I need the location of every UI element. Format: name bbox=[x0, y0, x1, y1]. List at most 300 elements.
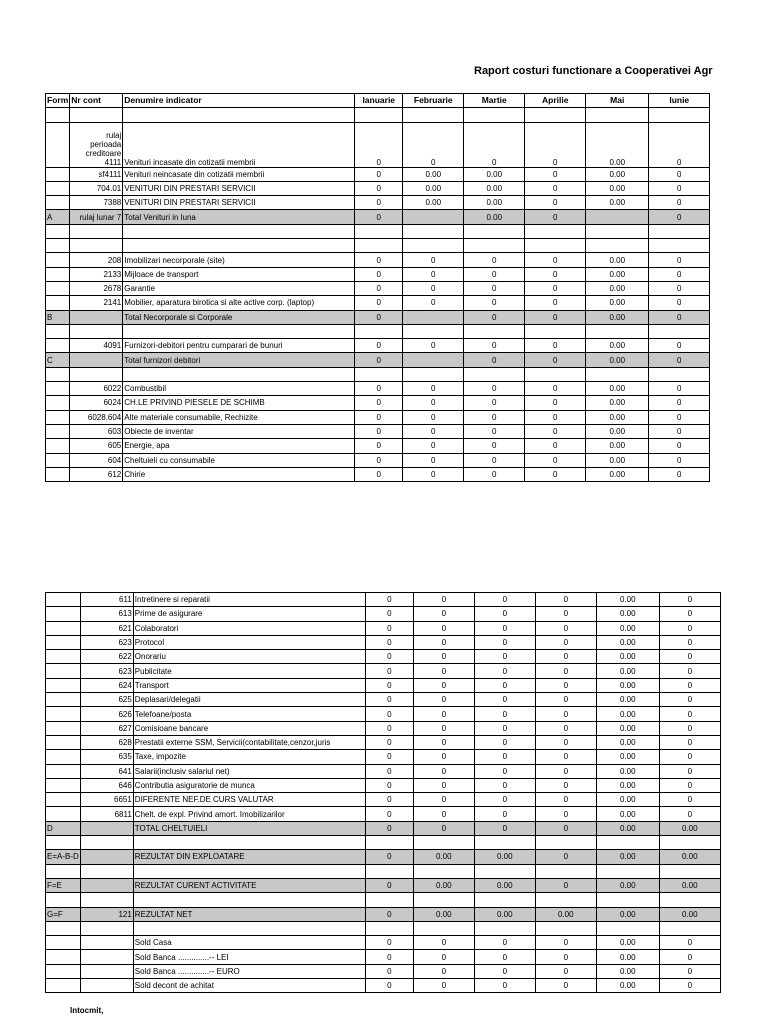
cell-indicator: Mijloace de transport bbox=[123, 267, 355, 281]
cell-martie: 0 bbox=[474, 778, 535, 792]
cell-aprilie: 0 bbox=[535, 650, 596, 664]
cell-indicator: VENITURI DIN PRESTARI SERVICII bbox=[123, 181, 355, 195]
cell-indicator: Total Venituri in luna bbox=[123, 210, 355, 224]
cell-aprilie bbox=[525, 224, 586, 238]
header-indicator: Denumire indicator bbox=[123, 94, 355, 108]
cell-aprilie: 0 bbox=[535, 635, 596, 649]
cell-ianuarie: 0 bbox=[355, 353, 403, 367]
table-row bbox=[46, 324, 710, 338]
cell-aprilie: 0 bbox=[535, 621, 596, 635]
cell-ianuarie: 0 bbox=[365, 821, 413, 835]
cell-account-no bbox=[80, 850, 133, 864]
cell-aprilie: 0 bbox=[535, 607, 596, 621]
cell-martie: 0 bbox=[474, 650, 535, 664]
cell-iunie: 0 bbox=[649, 122, 710, 167]
cell-martie bbox=[464, 367, 525, 381]
cell-martie: 0 bbox=[464, 253, 525, 267]
cell-account-no: 6022 bbox=[70, 382, 123, 396]
header-aprilie: Aprilie bbox=[525, 94, 586, 108]
cell-aprilie: 0 bbox=[525, 122, 586, 167]
cell-februarie: 0.00 bbox=[403, 167, 464, 181]
cell-iunie: 0 bbox=[649, 267, 710, 281]
cell-indicator: Combustibil bbox=[123, 382, 355, 396]
cell-iunie: 0 bbox=[659, 621, 720, 635]
cell-mai: 0.00 bbox=[596, 821, 659, 835]
cell-ianuarie: 0 bbox=[355, 167, 403, 181]
cell-februarie: 0 bbox=[403, 424, 464, 438]
cell-iunie: 0 bbox=[659, 607, 720, 621]
cost-table-page-2 bbox=[45, 592, 721, 993]
cell-aprilie: 0 bbox=[535, 735, 596, 749]
cell-indicator bbox=[133, 864, 365, 878]
cell-account-no: 4091 bbox=[70, 339, 123, 353]
cell-indicator: Prestatii externe SSM, Servicii(contabilitate,cenzor,juris bbox=[133, 735, 365, 749]
cell-iunie bbox=[659, 836, 720, 850]
cell-mai: 0.00 bbox=[596, 964, 659, 978]
cell-ianuarie: 0 bbox=[365, 778, 413, 792]
cell-form: A bbox=[46, 210, 70, 224]
cell-account-no bbox=[80, 864, 133, 878]
cell-account-no bbox=[70, 224, 123, 238]
table-row bbox=[46, 778, 721, 792]
cell-iunie: 0 bbox=[659, 764, 720, 778]
cell-februarie: 0 bbox=[413, 635, 474, 649]
cell-iunie: 0.00 bbox=[659, 850, 720, 864]
table-row bbox=[46, 750, 721, 764]
cell-februarie: 0.00 bbox=[403, 181, 464, 195]
cell-februarie bbox=[403, 310, 464, 324]
cell-februarie: 0 bbox=[413, 778, 474, 792]
cell-aprilie: 0 bbox=[525, 353, 586, 367]
cell-martie: 0 bbox=[474, 693, 535, 707]
cell-mai: 0.00 bbox=[586, 281, 649, 295]
cell-aprilie: 0 bbox=[535, 936, 596, 950]
table-row bbox=[46, 721, 721, 735]
cell-iunie: 0 bbox=[649, 453, 710, 467]
cell-mai: 0.00 bbox=[596, 979, 659, 993]
header-form: Form bbox=[46, 94, 70, 108]
cell-account-no: 623 bbox=[80, 635, 133, 649]
cell-form bbox=[46, 635, 81, 649]
table-row bbox=[46, 979, 721, 993]
cell-account-no: 704.01 bbox=[70, 181, 123, 195]
cell-ianuarie: 0 bbox=[365, 664, 413, 678]
cell-aprilie: 0 bbox=[535, 950, 596, 964]
cell-indicator: Sold Banca ..............-- LEI bbox=[133, 950, 365, 964]
cell-form bbox=[46, 807, 81, 821]
table-row bbox=[46, 707, 721, 721]
cell-form bbox=[46, 778, 81, 792]
cell-indicator: Publicitate bbox=[133, 664, 365, 678]
cell-martie: 0 bbox=[474, 979, 535, 993]
table-row bbox=[46, 650, 721, 664]
cell-indicator: Sold decont de achitat bbox=[133, 979, 365, 993]
cell-martie: 0 bbox=[464, 439, 525, 453]
cell-indicator: Protocol bbox=[133, 635, 365, 649]
cell-iunie: 0 bbox=[659, 950, 720, 964]
table-row bbox=[46, 621, 721, 635]
cell-februarie: 0 bbox=[403, 396, 464, 410]
cell-aprilie bbox=[525, 239, 586, 253]
cell-martie: 0.00 bbox=[474, 878, 535, 892]
cell-ianuarie: 0 bbox=[365, 964, 413, 978]
cell-indicator: Intretinere si reparatii bbox=[133, 593, 365, 607]
table-row bbox=[46, 807, 721, 821]
cell-aprilie: 0 bbox=[525, 453, 586, 467]
cell-mai: 0.00 bbox=[586, 296, 649, 310]
cell-mai bbox=[586, 108, 649, 122]
cell-account-no bbox=[70, 239, 123, 253]
table-row bbox=[46, 296, 710, 310]
table-row bbox=[46, 453, 710, 467]
cell-form bbox=[46, 950, 81, 964]
table-row bbox=[46, 764, 721, 778]
table-row bbox=[46, 607, 721, 621]
cell-form bbox=[46, 196, 70, 210]
cell-ianuarie: 0 bbox=[365, 878, 413, 892]
cell-mai: 0.00 bbox=[596, 635, 659, 649]
cell-iunie: 0.00 bbox=[659, 821, 720, 835]
table-row bbox=[46, 239, 710, 253]
cell-aprilie bbox=[535, 921, 596, 935]
cell-account-no: 603 bbox=[70, 424, 123, 438]
cell-form bbox=[46, 593, 81, 607]
cell-februarie: 0 bbox=[413, 979, 474, 993]
cell-form bbox=[46, 693, 81, 707]
cell-ianuarie: 0 bbox=[355, 296, 403, 310]
cell-ianuarie bbox=[365, 893, 413, 907]
cell-martie: 0 bbox=[474, 750, 535, 764]
cell-account-no: 121 bbox=[80, 907, 133, 921]
cell-aprilie: 0 bbox=[535, 793, 596, 807]
cell-form bbox=[46, 339, 70, 353]
cell-martie: 0 bbox=[474, 807, 535, 821]
cell-februarie: 0 bbox=[413, 721, 474, 735]
cell-form: E=A-B-D bbox=[46, 850, 81, 864]
cell-martie: 0 bbox=[474, 793, 535, 807]
cell-mai: 0.00 bbox=[596, 621, 659, 635]
cell-februarie: 0 bbox=[413, 707, 474, 721]
cell-mai: 0.00 bbox=[596, 950, 659, 964]
cell-februarie: 0 bbox=[413, 821, 474, 835]
table-row bbox=[46, 439, 710, 453]
table-row bbox=[46, 267, 710, 281]
cell-iunie: 0 bbox=[659, 735, 720, 749]
cell-indicator: Mobilier, aparatura birotica si alte active corp. (laptop) bbox=[123, 296, 355, 310]
cell-februarie bbox=[403, 210, 464, 224]
cell-ianuarie: 0 bbox=[365, 635, 413, 649]
cell-aprilie: 0 bbox=[525, 424, 586, 438]
cell-martie: 0 bbox=[474, 764, 535, 778]
cell-aprilie: 0 bbox=[535, 979, 596, 993]
cell-account-no bbox=[70, 353, 123, 367]
cell-iunie bbox=[659, 864, 720, 878]
header-iunie: Iunie bbox=[649, 94, 710, 108]
cell-form: C bbox=[46, 353, 70, 367]
cell-indicator: Furnizori-debitori pentru cumparari de bunuri bbox=[123, 339, 355, 353]
cell-iunie: 0 bbox=[649, 181, 710, 195]
cell-februarie: 0 bbox=[403, 339, 464, 353]
cell-account-no: 621 bbox=[80, 621, 133, 635]
cell-ianuarie: 0 bbox=[355, 253, 403, 267]
cell-iunie bbox=[659, 921, 720, 935]
cell-aprilie: 0 bbox=[535, 721, 596, 735]
cell-iunie: 0 bbox=[649, 167, 710, 181]
cell-aprilie: 0 bbox=[535, 707, 596, 721]
cell-februarie: 0 bbox=[413, 607, 474, 621]
cell-mai: 0.00 bbox=[596, 907, 659, 921]
cell-mai: 0.00 bbox=[596, 778, 659, 792]
cell-februarie: 0.00 bbox=[403, 196, 464, 210]
cell-ianuarie: 0 bbox=[365, 950, 413, 964]
cell-account-no bbox=[80, 964, 133, 978]
cell-aprilie bbox=[525, 108, 586, 122]
cell-aprilie: 0 bbox=[525, 210, 586, 224]
cell-account-no: 7388 bbox=[70, 196, 123, 210]
cell-februarie: 0.00 bbox=[413, 878, 474, 892]
cell-account-no: 2141 bbox=[70, 296, 123, 310]
cell-ianuarie bbox=[365, 864, 413, 878]
cell-ianuarie: 0 bbox=[355, 410, 403, 424]
cell-mai: 0.00 bbox=[596, 850, 659, 864]
cell-indicator bbox=[123, 108, 355, 122]
cell-indicator: Venituri incasate din cotizatii membrii bbox=[123, 122, 355, 167]
cell-aprilie: 0 bbox=[535, 764, 596, 778]
table-row bbox=[46, 424, 710, 438]
cell-account-no: 613 bbox=[80, 607, 133, 621]
cell-form bbox=[46, 721, 81, 735]
cell-mai: 0.00 bbox=[586, 453, 649, 467]
cell-ianuarie: 0 bbox=[365, 735, 413, 749]
cell-form bbox=[46, 382, 70, 396]
cell-ianuarie: 0 bbox=[355, 196, 403, 210]
cell-ianuarie bbox=[355, 324, 403, 338]
cell-form: F=E bbox=[46, 878, 81, 892]
cell-account-no: sf4111 bbox=[70, 167, 123, 181]
cell-martie bbox=[464, 324, 525, 338]
cell-form bbox=[46, 621, 81, 635]
cell-aprilie bbox=[525, 367, 586, 381]
cell-martie: 0 bbox=[474, 678, 535, 692]
cell-aprilie bbox=[535, 893, 596, 907]
cell-iunie: 0 bbox=[649, 339, 710, 353]
cell-ianuarie: 0 bbox=[365, 850, 413, 864]
cell-ianuarie: 0 bbox=[365, 807, 413, 821]
cell-ianuarie: 0 bbox=[365, 693, 413, 707]
header-account-no: Nr cont bbox=[70, 94, 123, 108]
cell-mai: 0.00 bbox=[586, 424, 649, 438]
cell-februarie: 0 bbox=[413, 621, 474, 635]
cell-aprilie: 0 bbox=[525, 410, 586, 424]
table-row bbox=[46, 893, 721, 907]
cell-ianuarie: 0 bbox=[365, 593, 413, 607]
cell-form: D bbox=[46, 821, 81, 835]
cell-iunie: 0 bbox=[659, 635, 720, 649]
cell-form bbox=[46, 396, 70, 410]
cell-account-no: 623 bbox=[80, 664, 133, 678]
cell-iunie: 0 bbox=[649, 281, 710, 295]
cell-account-no: 624 bbox=[80, 678, 133, 692]
cell-februarie: 0 bbox=[403, 281, 464, 295]
cell-ianuarie: 0 bbox=[365, 764, 413, 778]
cell-martie: 0 bbox=[464, 353, 525, 367]
cell-form bbox=[46, 893, 81, 907]
cell-martie: 0 bbox=[464, 310, 525, 324]
cell-mai: 0.00 bbox=[596, 707, 659, 721]
table-row bbox=[46, 864, 721, 878]
cell-form bbox=[46, 296, 70, 310]
cell-aprilie bbox=[535, 836, 596, 850]
cell-iunie: 0 bbox=[659, 750, 720, 764]
cell-mai bbox=[596, 921, 659, 935]
cell-iunie: 0 bbox=[649, 410, 710, 424]
cell-februarie: 0 bbox=[413, 664, 474, 678]
cell-mai: 0.00 bbox=[596, 878, 659, 892]
cell-mai bbox=[586, 210, 649, 224]
table-row bbox=[46, 936, 721, 950]
cell-ianuarie: 0 bbox=[365, 979, 413, 993]
cell-ianuarie: 0 bbox=[365, 678, 413, 692]
cell-aprilie: 0 bbox=[525, 310, 586, 324]
cell-mai: 0.00 bbox=[596, 793, 659, 807]
cell-iunie: 0 bbox=[659, 650, 720, 664]
header-row bbox=[46, 94, 710, 108]
cell-februarie: 0 bbox=[403, 410, 464, 424]
cell-account-no bbox=[80, 821, 133, 835]
cell-account-no: 604 bbox=[70, 453, 123, 467]
cell-ianuarie: 0 bbox=[365, 793, 413, 807]
cell-iunie: 0 bbox=[659, 979, 720, 993]
cell-account-no: 6651 bbox=[80, 793, 133, 807]
cell-aprilie: 0 bbox=[535, 664, 596, 678]
cell-form bbox=[46, 936, 81, 950]
cell-aprilie: 0 bbox=[535, 821, 596, 835]
cell-indicator bbox=[133, 921, 365, 935]
cell-account-no: 641 bbox=[80, 764, 133, 778]
cell-iunie: 0 bbox=[649, 210, 710, 224]
cell-form bbox=[46, 764, 81, 778]
table-row bbox=[46, 878, 721, 892]
table-row bbox=[46, 181, 710, 195]
cell-iunie: 0 bbox=[649, 196, 710, 210]
cell-form bbox=[46, 122, 70, 167]
cell-aprilie: 0 bbox=[535, 878, 596, 892]
cell-account-no bbox=[80, 893, 133, 907]
cell-account-no bbox=[80, 836, 133, 850]
cell-account-no: 2133 bbox=[70, 267, 123, 281]
table-row bbox=[46, 410, 710, 424]
cell-aprilie: 0 bbox=[525, 253, 586, 267]
cell-martie: 0 bbox=[464, 424, 525, 438]
cell-mai bbox=[596, 836, 659, 850]
cell-martie: 0 bbox=[474, 664, 535, 678]
cell-indicator: Total furnizori debitori bbox=[123, 353, 355, 367]
table-row bbox=[46, 367, 710, 381]
cell-form bbox=[46, 267, 70, 281]
cell-ianuarie: 0 bbox=[365, 750, 413, 764]
cell-mai bbox=[596, 864, 659, 878]
cell-iunie: 0.00 bbox=[659, 907, 720, 921]
header-februarie: Februarie bbox=[403, 94, 464, 108]
cell-mai: 0.00 bbox=[596, 650, 659, 664]
cell-ianuarie bbox=[355, 108, 403, 122]
header-ianuarie: Ianuarie bbox=[355, 94, 403, 108]
cell-indicator: Transport bbox=[133, 678, 365, 692]
cell-iunie bbox=[649, 224, 710, 238]
cell-martie: 0 bbox=[474, 621, 535, 635]
table-row bbox=[46, 693, 721, 707]
cell-account-no: 612 bbox=[70, 467, 123, 481]
table-row bbox=[46, 836, 721, 850]
cell-aprilie: 0 bbox=[535, 807, 596, 821]
cell-februarie: 0 bbox=[413, 793, 474, 807]
cell-aprilie: 0 bbox=[525, 396, 586, 410]
cell-account-no bbox=[80, 979, 133, 993]
cell-iunie: 0 bbox=[649, 353, 710, 367]
cell-form bbox=[46, 181, 70, 195]
cell-ianuarie: 0 bbox=[365, 936, 413, 950]
cell-indicator: REZULTAT NET bbox=[133, 907, 365, 921]
cell-mai: 0.00 bbox=[586, 382, 649, 396]
cell-mai: 0.00 bbox=[596, 936, 659, 950]
cell-iunie bbox=[649, 239, 710, 253]
cell-martie: 0.00 bbox=[464, 181, 525, 195]
cell-aprilie: 0 bbox=[525, 467, 586, 481]
cell-mai bbox=[586, 367, 649, 381]
cell-iunie: 0 bbox=[649, 439, 710, 453]
cell-account-no: 628 bbox=[80, 735, 133, 749]
cell-account-no: 625 bbox=[80, 693, 133, 707]
cell-indicator: Imobilizari necorporale (site) bbox=[123, 253, 355, 267]
cell-februarie: 0 bbox=[413, 950, 474, 964]
cell-indicator: Cheltuieli cu consumabile bbox=[123, 453, 355, 467]
cell-form bbox=[46, 836, 81, 850]
cell-form: B bbox=[46, 310, 70, 324]
cell-martie bbox=[474, 893, 535, 907]
cell-indicator: Prime de asigurare bbox=[133, 607, 365, 621]
cell-ianuarie: 0 bbox=[355, 382, 403, 396]
cell-aprilie: 0 bbox=[525, 181, 586, 195]
cell-ianuarie: 0 bbox=[355, 122, 403, 167]
cell-form bbox=[46, 253, 70, 267]
cell-form bbox=[46, 424, 70, 438]
cell-februarie: 0.00 bbox=[413, 907, 474, 921]
cell-ianuarie: 0 bbox=[355, 439, 403, 453]
cell-februarie: 0 bbox=[413, 735, 474, 749]
table-row bbox=[46, 907, 721, 921]
cell-account-no: 6811 bbox=[80, 807, 133, 821]
cell-iunie: 0 bbox=[649, 467, 710, 481]
cell-aprilie: 0 bbox=[525, 339, 586, 353]
table-row bbox=[46, 382, 710, 396]
cell-indicator bbox=[123, 224, 355, 238]
cell-martie bbox=[464, 108, 525, 122]
cell-februarie: 0 bbox=[413, 678, 474, 692]
cell-martie: 0 bbox=[474, 607, 535, 621]
cell-account-no: 635 bbox=[80, 750, 133, 764]
cell-account-no: 6028.604 bbox=[70, 410, 123, 424]
cell-indicator bbox=[133, 893, 365, 907]
cell-iunie bbox=[649, 324, 710, 338]
cell-form bbox=[46, 439, 70, 453]
cell-mai: 0.00 bbox=[586, 267, 649, 281]
cell-account-no: 626 bbox=[80, 707, 133, 721]
cost-table-page-1 bbox=[45, 93, 710, 482]
cell-februarie bbox=[403, 239, 464, 253]
cell-form bbox=[46, 239, 70, 253]
cell-mai: 0.00 bbox=[596, 735, 659, 749]
cell-aprilie: 0 bbox=[525, 296, 586, 310]
